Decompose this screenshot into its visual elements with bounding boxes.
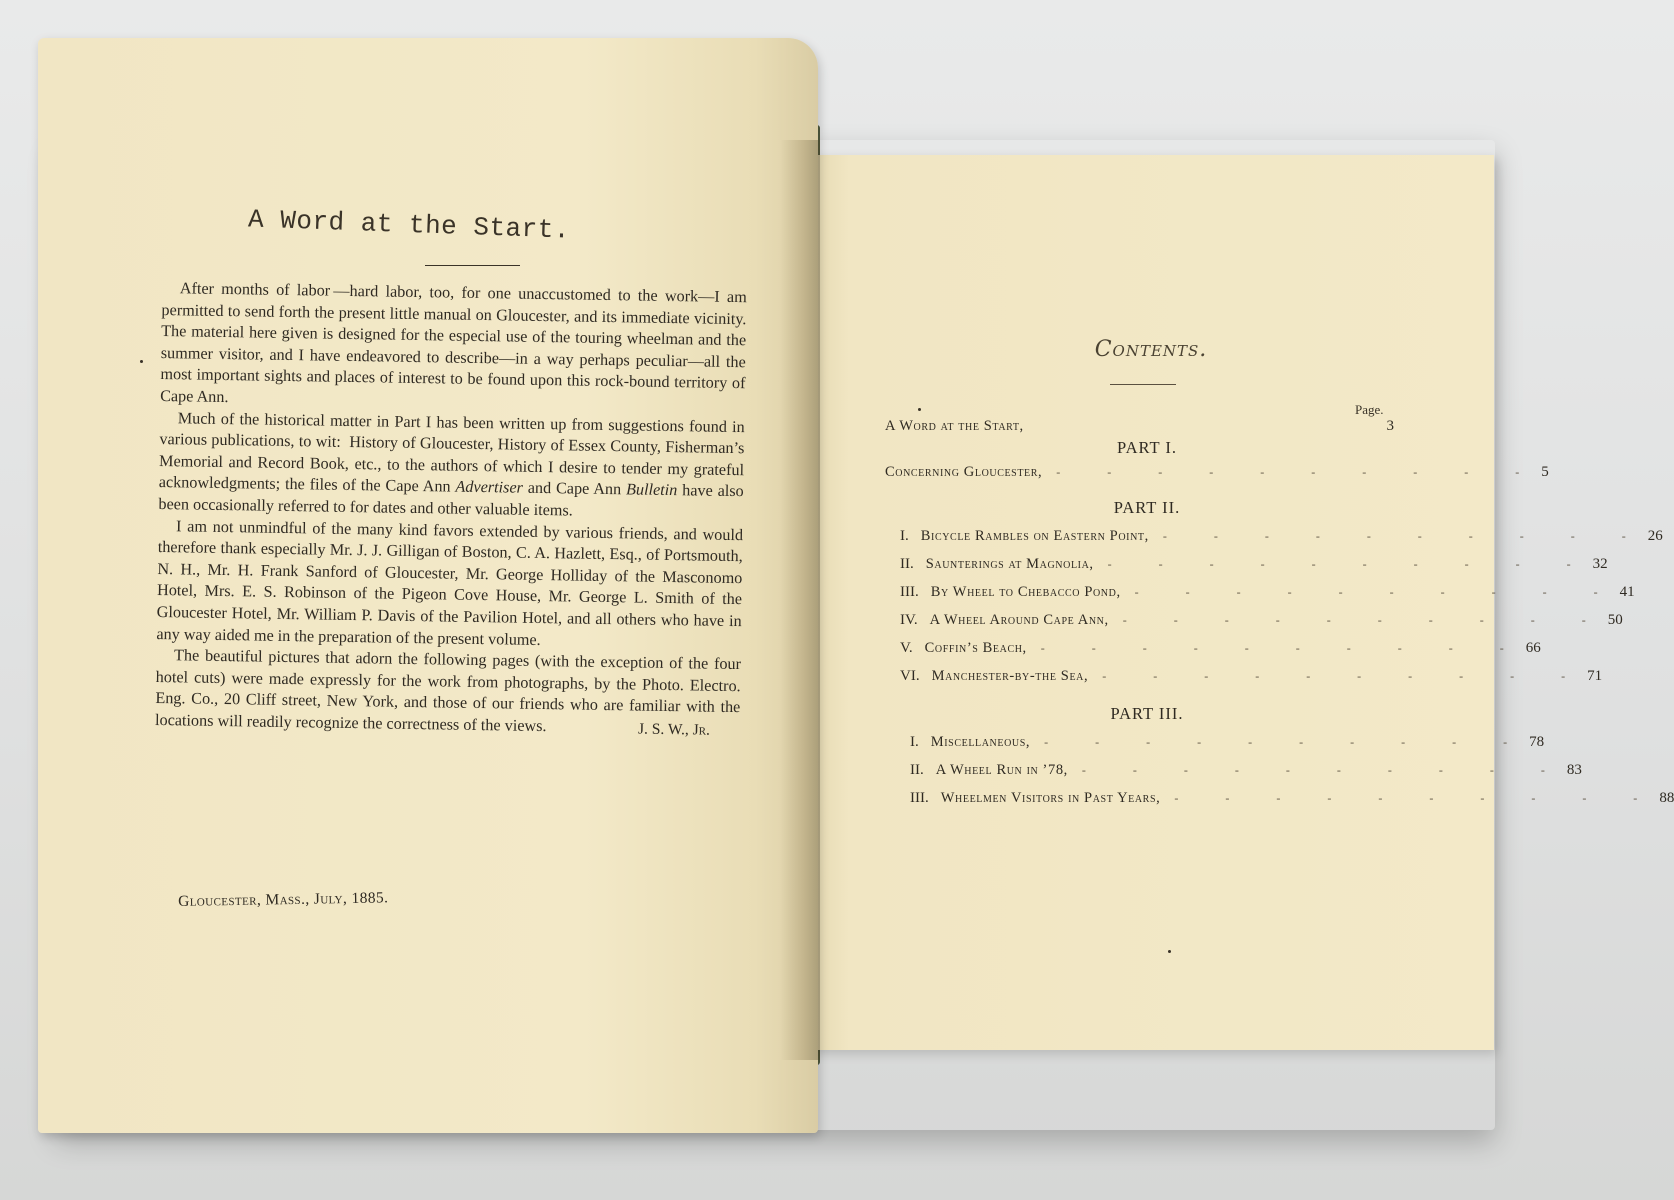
toc-entry-page: 26	[1647, 528, 1663, 544]
toc-leader: - - - - - - - - - -	[1134, 585, 1620, 599]
preface-paragraph-2: Much of the historical matter in Part I has been written up from suggestions found in various publications, to wit: History of Gloucester, History of Essex County, Fisherman’s Memorial and Record Book, etc., to the authors of which I desire to tender my grateful acknowledgments; the files of the Cape Ann Advertiser and Cape Ann Bulletin have also been occasionally referred to for dates and other valuable items.	[158, 408, 745, 520]
toc-entry-title: A Word at the Start,	[885, 418, 1024, 434]
toc-entry-number: III.	[900, 584, 919, 600]
toc-entry	[910, 762, 1582, 784]
page-speck	[918, 408, 921, 411]
toc-entry-number: II.	[900, 556, 914, 572]
part-heading-3: PART III.	[1110, 704, 1184, 723]
toc-leader: - - - - - - - - - -	[1044, 735, 1530, 749]
page-speck	[1168, 950, 1171, 953]
book-gutter	[780, 140, 820, 1060]
toc-leader: - - - - - - - - - -	[1056, 465, 1542, 479]
toc-entry-title: Coffin’s Beach,	[924, 640, 1027, 656]
contents-heading: Contents.	[1094, 337, 1208, 362]
toc-leader: - - - - - - - - - -	[1102, 669, 1588, 683]
preface-paragraph-4: The beautiful pictures that adorn the following pages (with the exception of the four hotel cuts) were made expressly for the work from photographs, by the Photo. Electro. Eng. Co., 20 Cliff street, New York, and those of our friends who are familiar with the locations will readily recognize the correctness of the views.	[154, 646, 742, 735]
toc-entry-number: III.	[910, 790, 929, 806]
toc-entry-page: 83	[1566, 762, 1582, 778]
toc-entry-title: Manchester-by-the Sea,	[931, 668, 1089, 684]
toc-leader: - - - - - - - - - -	[1081, 763, 1567, 777]
toc-entry-title: A Wheel Run in ’78,	[935, 762, 1068, 778]
toc-entry	[900, 668, 1603, 690]
contents-rule	[1110, 384, 1176, 385]
toc-entry	[910, 734, 1545, 756]
toc-entry-number: V.	[900, 640, 913, 656]
toc-entry-title: Wheelmen Visitors in Past Years,	[940, 790, 1161, 806]
toc-entry	[900, 612, 1623, 634]
toc-entry-number: VI.	[900, 668, 920, 684]
toc-entry-page: 50	[1607, 612, 1623, 628]
toc-entry-number: IV.	[900, 612, 918, 628]
toc-entry-title: Bicycle Rambles on Eastern Point,	[920, 528, 1149, 544]
dateline: Gloucester, Mass., July, 1885.	[178, 889, 389, 910]
toc-entry	[900, 640, 1541, 662]
toc-leader: - - - - - - - - - -	[1174, 791, 1660, 805]
toc-leader: - - - - - - - - - -	[1107, 557, 1593, 571]
toc-entry-page: 3	[1386, 418, 1394, 434]
toc-entry-page: 88	[1659, 790, 1674, 806]
toc-entry-number: I.	[900, 528, 909, 544]
page-speck	[140, 360, 143, 363]
toc-entry-number: II.	[910, 762, 924, 778]
toc-entry-page: 71	[1587, 668, 1603, 684]
toc-entry-title: A Wheel Around Cape Ann,	[929, 612, 1109, 628]
toc-leader: - - - - - - - - - -	[1040, 641, 1526, 655]
toc-entry	[910, 790, 1674, 812]
toc-entry	[900, 556, 1608, 578]
toc-entry-title: Miscellaneous,	[930, 734, 1031, 750]
toc-entry-page: 41	[1619, 584, 1635, 600]
toc-entry	[900, 584, 1635, 606]
toc-entry-page: 66	[1525, 640, 1541, 656]
toc-entry	[885, 464, 1549, 486]
toc-entry-title: Concerning Gloucester,	[885, 464, 1043, 480]
preface-paragraph-1: After months of labor —hard labor, too, for one unaccustomed to the work—I am permitted to send forth the present little manual on Gloucester, and its immediate vicinity. The material here given is designed for the especial use of the touring wheelman and the summer visitor, and I have endeavored to describe—in a way perhaps peculiar—all the most important sights and places of interest to be found upon this rock-bound territory of Cape Ann.	[160, 279, 747, 407]
preface-text	[155, 278, 747, 742]
page-column-label: Page.	[1355, 402, 1384, 417]
toc-entry	[900, 528, 1663, 550]
toc-entry-number: I.	[910, 734, 919, 750]
toc-entry-title: Saunterings at Magnolia,	[925, 556, 1094, 572]
part-heading-1: PART I.	[1116, 438, 1178, 457]
toc-entry-intro	[885, 418, 1394, 440]
part-heading-2: PART II.	[1113, 498, 1181, 517]
toc-entry-page: 5	[1541, 464, 1549, 480]
toc-entry-page: 78	[1529, 734, 1545, 750]
toc-leader: - - - - - - - - - -	[1122, 613, 1608, 627]
page-title: A Word at the Start.	[247, 204, 571, 246]
title-rule	[425, 265, 520, 266]
toc-entry-title: By Wheel to Chebacco Pond,	[930, 584, 1121, 600]
preface-paragraph-3: I am not unmindful of the many kind favors extended by various friends, and would therefore thank especially Mr. J. J. Gilligan of Boston, C. A. Hazlett, Esq., of Portsmouth, N. H., Mr. H. Frank Sanford of Gloucester, Mr. George Holliday of the Masconomo Hotel, Mrs. E. S. Robinson of the Pigeon Cove House, Mr. George L. Smith of the Gloucester Hotel, Mr. William P. Davis of the Pavilion Hotel, and all others who have in any way aided me in the preparation of the present volume.	[156, 516, 744, 649]
toc-leader: - - - - - - - - - -	[1162, 529, 1648, 543]
signature: J. S. W., Jr.	[637, 721, 711, 740]
toc-entry-page: 32	[1592, 556, 1608, 572]
